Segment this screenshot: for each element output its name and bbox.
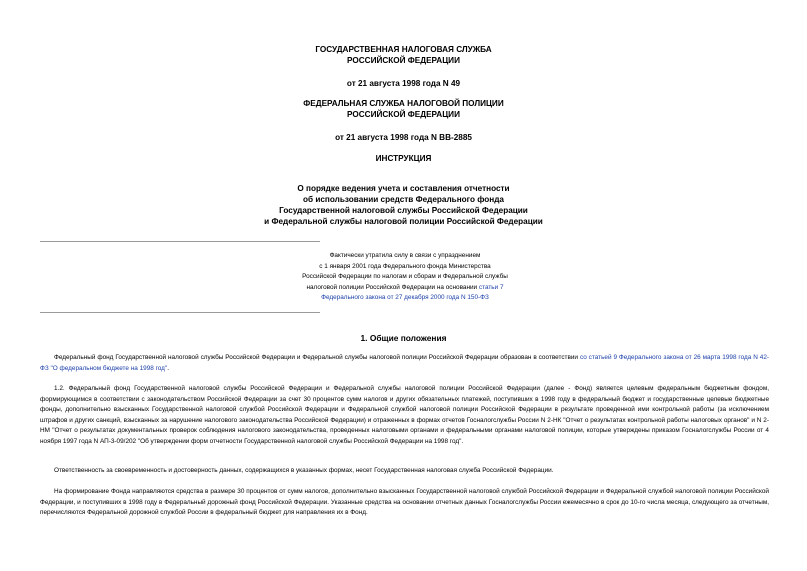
status-note-line-2: с 1 января 2001 года Федерального фонда Министерства [319,262,491,270]
title-line-4: и Федеральной службы налоговой полиции Российской Федерации [264,217,543,226]
federal-law-150-link[interactable]: Федерального закона от 27 декабря 2000 года N 150-ФЗ [321,294,489,302]
issuer-2-line-1: ФЕДЕРАЛЬНАЯ СЛУЖБА НАЛОГОВОЙ ПОЛИЦИИ [303,99,504,108]
paragraph-2 [40,384,769,448]
issuer-1-line-1: ГОСУДАРСТВЕННАЯ НАЛОГОВАЯ СЛУЖБА [315,45,492,54]
title-line-2: об использовании средств Федерального фонда [303,195,504,204]
paragraph-4-text: На формирование Фонда направляются средства в размере 30 процентов от сумм налогов, дополнительно взысканных Государственной налоговой службой Российской Федерации и Федеральной службой налоговой полиции Российской Федерации, и поступивших в 1998 году в Федеральный дорожный фонд Российской Федерации. Указанные средства на основании отчетных данных Госналогслужбы России ежемесячно в срок до 10-го числа месяца, следующего за отчетным, перечисляются Федеральной дорожной службой России в федеральный бюджет для направления их в Фонд. [40,488,769,517]
issuer-1-date: от 21 августа 1998 года N 49 [346,79,461,88]
document-type: ИНСТРУКЦИЯ [375,154,432,163]
title-line-1: О порядке ведения учета и составления отчетности [297,184,510,193]
status-note-line-4 [240,283,570,294]
paragraph-3-text: Ответственность за своевременность и достоверность данных, содержащихся в указанных формах, несет Государственная налоговая служба Российской Федерации. [54,467,554,474]
federal-budget-law-link[interactable]: со статьей 9 Федерального закона от 26 марта 1998 года N 42-ФЗ "О федеральном бюджете на 1998 год" [40,354,770,372]
status-note-line-4-text: налоговой полиции Российской Федерации на основании [306,283,479,291]
paragraph-1-text: Федеральный фонд Государственной налоговой службы Российской Федерации и Федеральной службы налоговой полиции Российской Федерации образован в соответствии [54,354,580,361]
status-note-line-3: Российской Федерации по налогам и сборам и Федеральной службы [302,273,508,281]
status-note [240,251,570,304]
document-title [0,183,807,227]
issuer-2-date: от 21 августа 1998 года N ВВ-2885 [335,133,472,142]
issuer-1-line-2: РОССИЙСКОЙ ФЕДЕРАЦИИ [347,56,460,65]
issuer-2 [0,98,807,120]
paragraph-3 [40,466,769,477]
divider-top [40,241,320,242]
divider-bottom [40,312,320,313]
title-line-3: Государственной налоговой службы Российской Федерации [279,206,528,215]
issuer-2-line-2: РОССИЙСКОЙ ФЕДЕРАЦИИ [347,110,460,119]
status-note-line-1: Фактически утратила силу в связи с упразднением [329,252,481,259]
issuer-1 [0,44,807,66]
paragraph-1 [40,353,769,374]
status-note-line-5 [240,293,570,304]
paragraph-2-text: 1.2. Федеральный фонд Государственной налоговой службы Российской Федерации и Федеральной службы налоговой полиции Российской Федерации (далее - Фонд) является целевым федеральным бюджетным фондом, формирующимся в соответствии с законодательством Российской Федерации за счет 30 процентов сумм налогов и других обязательных платежей, поступивших в 1998 году в федеральный бюджет и государственные целевые бюджетные фонды, дополнительно взысканных Государственной налоговой службой Российской Федерации и Федеральной службой налоговой полиции Российской Федерации в результате проведенной ими контрольной работы (за исключением штрафов и других санкций, взысканных за нарушение налогового законодательства Российской Федерации) и отраженных в формах отчетов Госналогслужбы России N 2-НК "Отчет о результатах контрольной работы налоговых органов" и N 2-НМ "Отчет о результатах документальных проверок соблюдения налогового законодательства, проведенных налоговыми органами и федеральными органами налоговой полиции, которые утверждены приказом Госналогслужбы России от 4 ноября 1997 года N АП-3-09/202 "Об утверждении форм отчетности Государственной налоговой службы Российской Федерации на 1998 год". [40,385,769,445]
paragraph-1-end: . [167,364,169,372]
paragraph-4 [40,487,769,519]
article-7-link[interactable]: статьи 7 [478,283,504,291]
section-heading: 1. Общие положения [360,333,447,343]
